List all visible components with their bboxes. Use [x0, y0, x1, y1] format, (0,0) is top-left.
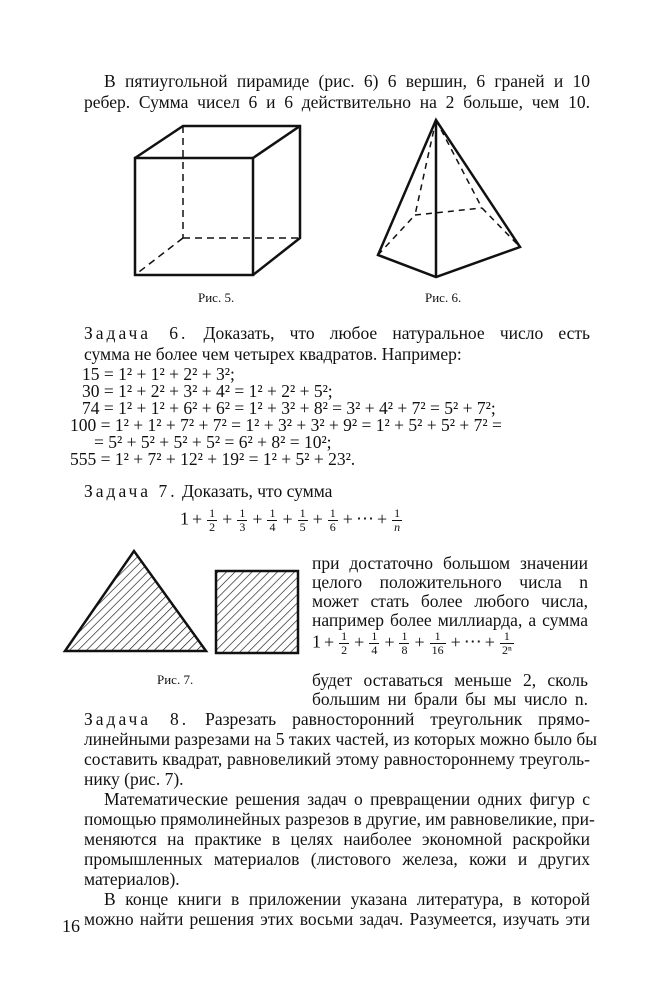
task6-line-2: сумма не более чем четырех квадратов. Например: [84, 344, 462, 364]
cube-figure [125, 118, 325, 288]
para1-line-1: Математические решения задач о превращении одних фигур с [104, 789, 590, 809]
harmonic-series: 1 + $\frac{1}{2}$ + $\frac{1}{3}$ + $\frac{1}{4}$ + $\frac{1}{5}$ + $\frac{1}{6}$ + ⋯ + $\frac{1}{n}$ [180, 506, 401, 534]
geometric-series: 1 + $\frac{1}{2}$ + $\frac{1}{4}$ + $\frac{1}{8}$ + $\frac{1}{16}$ + ⋯ + $\frac{1}{\text{2ⁿ}}$ [312, 629, 512, 657]
example-100: 100 = 1² + 1² + 7² + 7² = 1² + 3² + 3² + 9² = 1² + 5² + 5² + 7² = [70, 415, 502, 435]
example-30: 30 = 1² + 2² + 3² + 4² = 1² + 2² + 5²; [82, 381, 333, 401]
para1-line-2: помощью прямолинейных разрезов в другие, им равновеликие, при- [84, 809, 595, 829]
example-15: 15 = 1² + 1² + 2² + 3²; [82, 364, 235, 384]
pyramid-figure [370, 115, 540, 285]
para2-line-1: В конце книги в приложении указана литература, в которой [104, 889, 590, 909]
task7-right-2: целого положительного числа n [312, 572, 588, 592]
fig7-caption: Рис. 7. [157, 672, 194, 687]
example-555: 555 = 1² + 7² + 12² + 19² = 1² + 5² + 23². [70, 449, 356, 469]
para1-line-5: материалов). [84, 869, 180, 889]
para1-line-4: промышленных материалов (листового железа, кожи и других [84, 849, 590, 869]
task6-label: Задача 6. [84, 323, 189, 343]
task8-line-1: Задача 8. Разрезать равносторонний треугольник прямо- [84, 709, 590, 729]
task7-line-1: Задача 7. Доказать, что сумма [84, 481, 333, 501]
example-74: 74 = 1² + 1² + 6² + 6² = 1² + 3² + 8² = 3² + 4² + 7² = 5² + 7²; [82, 398, 496, 418]
intro-line-1: В пятиугольной пирамиде (рис. 6) 6 вершин, 6 граней и 10 [104, 71, 590, 91]
task8-line-3: составить квадрат, равновеликий этому равностороннему треуголь- [84, 749, 590, 769]
task7-right-4: например более миллиарда, а сумма [312, 610, 588, 630]
fig6-caption: Рис. 6. [425, 290, 462, 305]
task8-line-2: линейными разрезами на 5 таких частей, из которых можно было бы [84, 729, 598, 749]
task7-after-1: будет оставаться меньше 2, сколь [312, 670, 588, 690]
para2-line-2: можно найти решения этих восьми задач. Разумеется, изучать эти [84, 909, 590, 929]
task7-label: Задача 7. [84, 481, 178, 501]
triangle-figure [62, 547, 212, 655]
square-figure [213, 568, 303, 658]
fig5-caption: Рис. 5. [198, 290, 235, 305]
task6-line-1: Задача 6. Доказать, что любое натуральное число есть [84, 323, 590, 343]
page-number: 16 [62, 916, 80, 936]
task7-right-3: может стать более любого числа, [312, 591, 588, 611]
task8-line-4: нику (рис. 7). [84, 769, 184, 789]
intro-line-2: ребер. Сумма чисел 6 и 6 действительно на 2 больше, чем 10. [84, 92, 590, 112]
task7-right-1: при достаточно большом значении [312, 553, 588, 573]
task7-after-2: большим ни брали бы мы число n. [312, 689, 588, 709]
task8-label: Задача 8. [84, 709, 190, 729]
example-100-cont: = 5² + 5² + 5² + 5² = 6² + 8² = 10²; [94, 432, 332, 452]
para1-line-3: меняются на практике в целях наиболее экономной раскройки [84, 829, 590, 849]
